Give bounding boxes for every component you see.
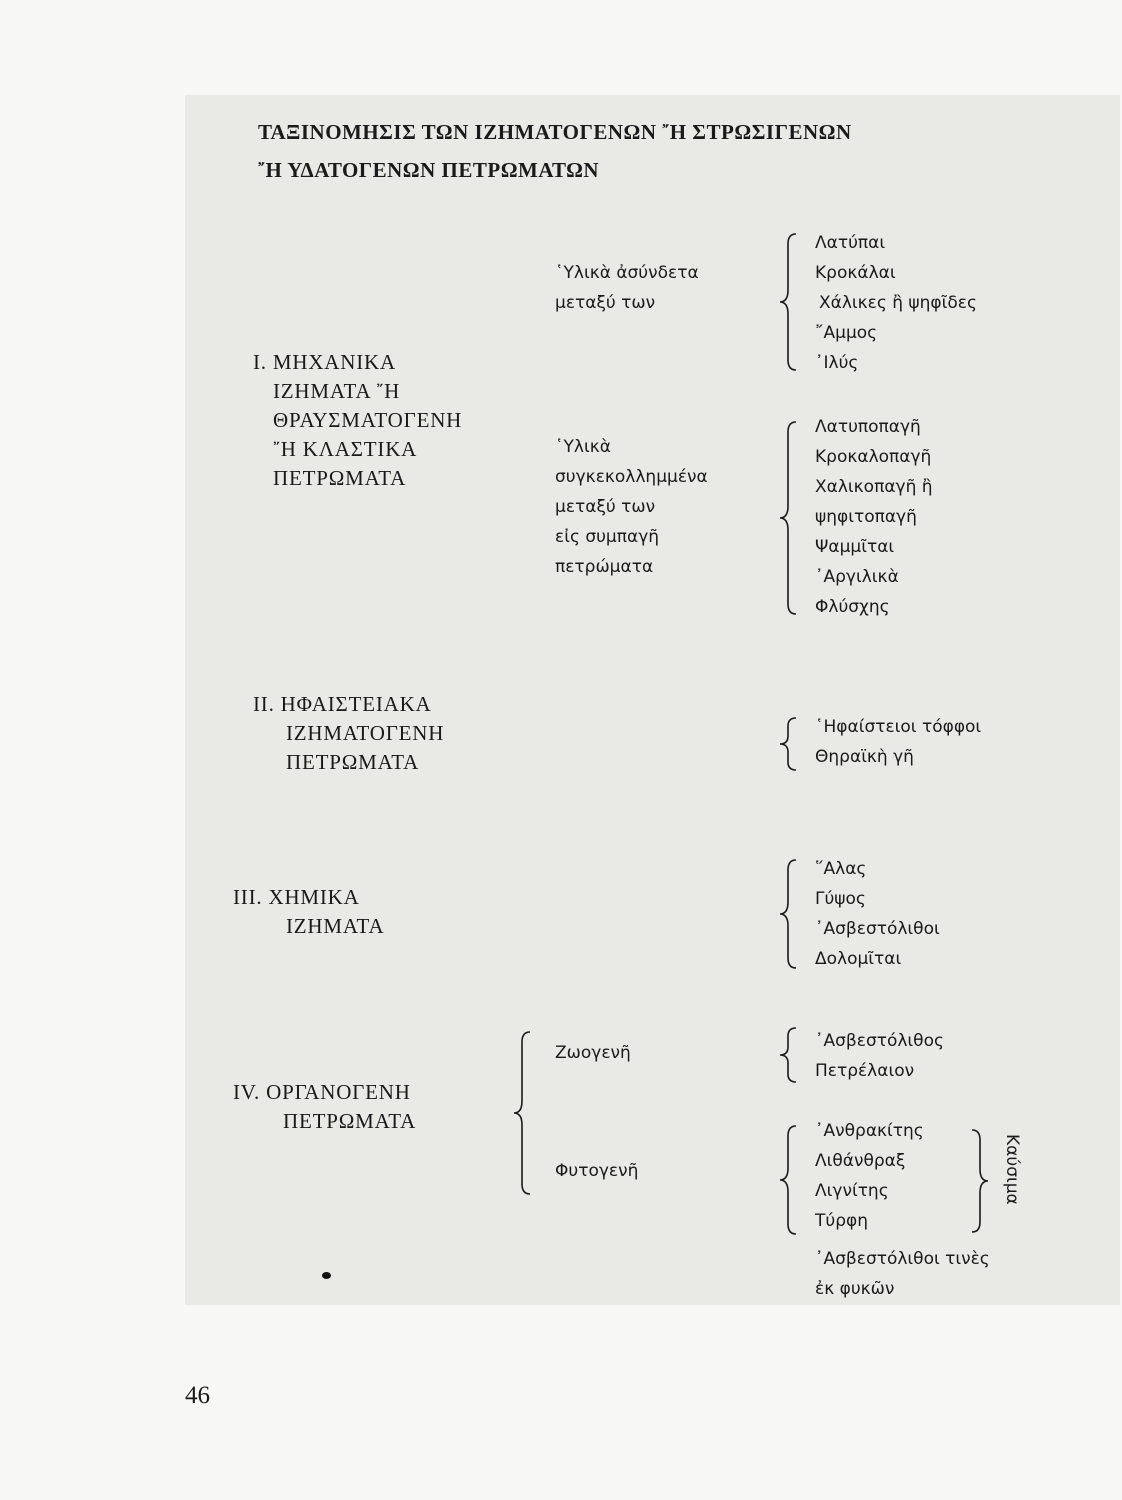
ink-spot bbox=[322, 1272, 331, 1279]
category-3-label: III. ΧΗΜΙΚΑ ΙΖΗΜΑΤΑ bbox=[233, 885, 385, 938]
category-2-items: ῾Ηφαίστειοι τόφφοι Θηραϊκὴ γῆ bbox=[815, 717, 982, 767]
phytogeni-label: Φυτογενῆ bbox=[555, 1161, 639, 1181]
page-number: 46 bbox=[185, 1382, 210, 1409]
brace-icon bbox=[778, 858, 802, 970]
phytogeni-items: ᾿Ανθρακίτης Λιθάνθραξ Λιγνίτης Τύρφη bbox=[815, 1121, 924, 1231]
category-2-label: II. ΗΦΑΙΣΤΕΙΑΚΑ ΙΖΗΜΑΤΟΓΕΝΗ ΠΕΤΡΩΜΑΤΑ bbox=[253, 692, 445, 774]
brace-icon bbox=[778, 232, 802, 372]
category-4-label: IV. ΟΡΓΑΝΟΓΕΝΗ ΠΕΤΡΩΜΑΤΑ bbox=[233, 1080, 417, 1133]
brace-icon bbox=[778, 420, 802, 616]
brace-icon bbox=[512, 1030, 536, 1196]
category-1-sub-2-items: Λατυποπαγῆ Κροκαλοπαγῆ Χαλικοπαγῆ ἢ ψηφιτοπαγῆ Ψαμμῖται ᾿Αργιλικὰ Φλύσχης bbox=[815, 417, 933, 617]
brace-right-icon bbox=[968, 1128, 992, 1234]
title-line-1: ΤΑΞΙΝΟΜΗΣΙΣ ΤΩΝ ΙΖΗΜΑΤΟΓΕΝΩΝ ῎Η ΣΤΡΩΣΙΓΕΝΩΝ bbox=[258, 120, 852, 144]
category-1-sub-2: ῾Υλικὰ συγκεκολλημμένα μεταξύ των εἰς συμπαγῆ πετρώματα bbox=[555, 437, 708, 577]
category-1-sub-1: ῾Υλικὰ ἀσύνδετα μεταξύ των bbox=[555, 263, 699, 313]
zoogeni-items: ᾿Ασβεστόλιθος Πετρέλαιον bbox=[815, 1031, 944, 1081]
phytogeni-extra: ᾿Ασβεστόλιθοι τινὲς ἐκ φυκῶν bbox=[815, 1249, 990, 1299]
category-1-label: I. ΜΗΧΑΝΙΚΑ ΙΖΗΜΑΤΑ ῎Η ΘΡΑΥΣΜΑΤΟΓΕΝΗ ῎Η ΚΛΑΣΤΙΚΑ ΠΕΤΡΩΜΑΤΑ bbox=[253, 350, 463, 490]
category-1-sub-1-items: Λατύπαι Κροκάλαι Χάλικες ἢ ψηφῖδες ῎Αμμος ᾿Ιλύς bbox=[815, 233, 977, 373]
brace-icon bbox=[778, 716, 802, 772]
brace-icon bbox=[778, 1124, 802, 1236]
title-line-2: ῎Η ΥΔΑΤΟΓΕΝΩΝ ΠΕΤΡΩΜΑΤΩΝ bbox=[258, 158, 600, 182]
zoogeni-label: Ζωογενῆ bbox=[555, 1043, 631, 1063]
kaysima-label: Καύσιμα bbox=[1002, 1134, 1022, 1205]
brace-icon bbox=[778, 1026, 802, 1084]
category-3-items: ῞Αλας Γύψος ᾿Ασβεστόλιθοι Δολομῖται bbox=[815, 859, 940, 969]
